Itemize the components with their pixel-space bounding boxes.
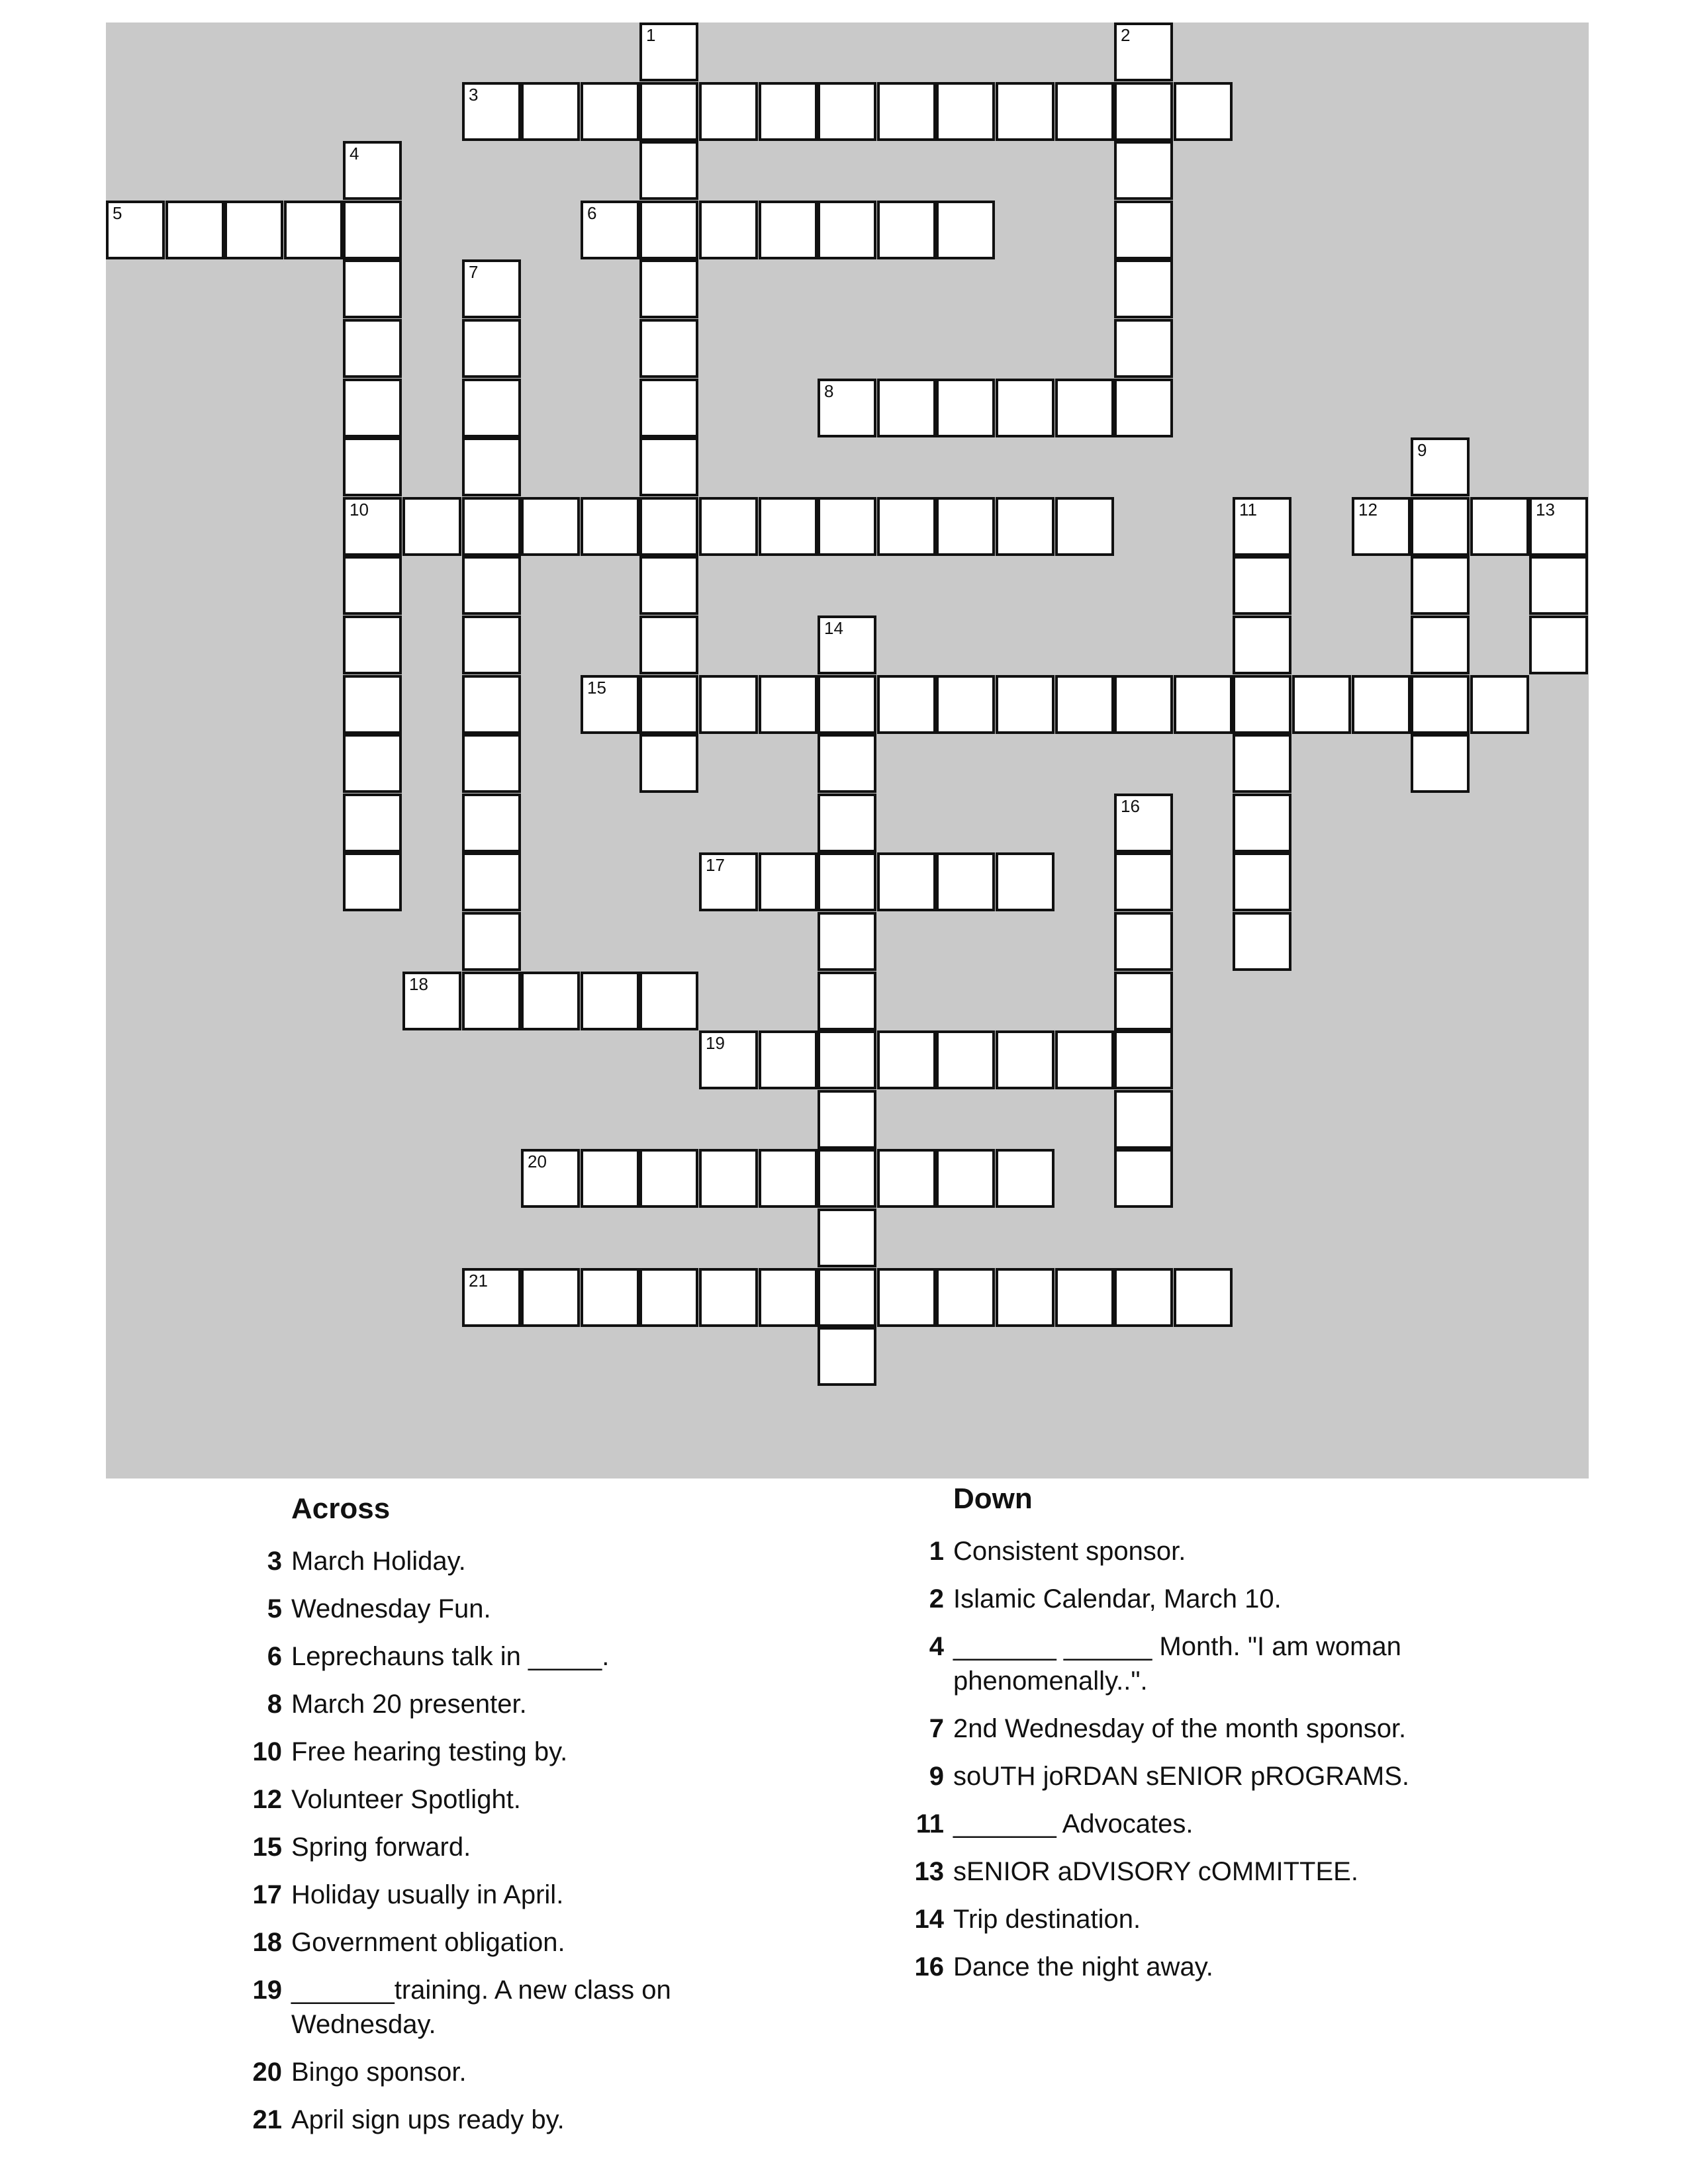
grid-cell[interactable] bbox=[521, 972, 580, 1030]
grid-cell[interactable] bbox=[759, 1030, 818, 1089]
cell-number: 20 bbox=[528, 1152, 547, 1171]
grid-cell[interactable] bbox=[818, 1208, 876, 1267]
down-clue bbox=[900, 1759, 1496, 1794]
grid-cell[interactable] bbox=[877, 379, 936, 437]
clue-text: Holiday usually in April. bbox=[291, 1880, 564, 1909]
across-clue bbox=[238, 1925, 741, 1960]
grid-cell[interactable] bbox=[639, 734, 698, 793]
grid-cell[interactable] bbox=[343, 379, 402, 437]
grid-cell[interactable] bbox=[1292, 675, 1351, 734]
grid-cell[interactable] bbox=[106, 201, 165, 259]
grid-cell[interactable] bbox=[462, 734, 521, 793]
grid-cell[interactable] bbox=[1114, 912, 1173, 971]
clue-number: 20 bbox=[252, 2058, 282, 2087]
grid-cell[interactable] bbox=[996, 1268, 1055, 1327]
grid-cell[interactable] bbox=[224, 201, 283, 259]
grid-cell[interactable] bbox=[699, 1268, 758, 1327]
grid-cell[interactable] bbox=[877, 1268, 936, 1327]
grid-cell[interactable] bbox=[1174, 1268, 1233, 1327]
grid-cell[interactable] bbox=[1055, 497, 1114, 556]
grid-cell[interactable] bbox=[462, 497, 521, 556]
clue-number: 19 bbox=[252, 1976, 282, 2005]
grid-cell[interactable] bbox=[699, 82, 758, 141]
grid-cell[interactable] bbox=[1114, 852, 1173, 911]
grid-cell[interactable] bbox=[759, 1149, 818, 1208]
grid-cell[interactable] bbox=[462, 259, 521, 318]
grid-cell[interactable] bbox=[818, 201, 876, 259]
down-clue bbox=[900, 1807, 1496, 1841]
grid-cell[interactable] bbox=[639, 1149, 698, 1208]
grid-cell[interactable] bbox=[343, 319, 402, 378]
grid-cell[interactable] bbox=[818, 794, 876, 852]
grid-cell[interactable] bbox=[343, 141, 402, 200]
grid-cell[interactable] bbox=[1055, 1268, 1114, 1327]
grid-cell[interactable] bbox=[1114, 319, 1173, 378]
grid-cell[interactable] bbox=[877, 675, 936, 734]
grid-cell[interactable] bbox=[462, 615, 521, 674]
grid-cell[interactable] bbox=[343, 437, 402, 496]
grid-cell[interactable] bbox=[818, 1149, 876, 1208]
grid-cell[interactable] bbox=[699, 1030, 758, 1089]
grid-cell[interactable] bbox=[343, 497, 402, 556]
grid-cell[interactable] bbox=[1352, 497, 1411, 556]
cell-number: 6 bbox=[587, 203, 597, 223]
grid-cell[interactable] bbox=[343, 734, 402, 793]
grid-cell[interactable] bbox=[936, 1030, 995, 1089]
grid-cell[interactable] bbox=[877, 497, 936, 556]
grid-cell[interactable] bbox=[818, 1030, 876, 1089]
clue-text: Spring forward. bbox=[291, 1833, 471, 1862]
grid-cell[interactable] bbox=[877, 201, 936, 259]
grid-cell[interactable] bbox=[1114, 1268, 1173, 1327]
grid-cell[interactable] bbox=[936, 201, 995, 259]
cell-number: 1 bbox=[646, 25, 656, 45]
clue-number: 10 bbox=[252, 1737, 282, 1766]
grid-cell[interactable] bbox=[521, 82, 580, 141]
grid-cell[interactable] bbox=[936, 82, 995, 141]
across-clue bbox=[238, 1639, 741, 1674]
grid-cell[interactable] bbox=[759, 852, 818, 911]
grid-cell[interactable] bbox=[639, 23, 698, 81]
down-clue bbox=[900, 1534, 1496, 1569]
clue-number: 1 bbox=[929, 1537, 944, 1566]
clue-text: March Holiday. bbox=[291, 1547, 466, 1576]
grid-cell[interactable] bbox=[1529, 556, 1588, 615]
grid-cell[interactable] bbox=[1233, 794, 1291, 852]
down-clue bbox=[900, 1854, 1496, 1889]
grid-cell[interactable] bbox=[759, 675, 818, 734]
grid-cell[interactable] bbox=[818, 82, 876, 141]
grid-cell[interactable] bbox=[343, 675, 402, 734]
grid-cell[interactable] bbox=[343, 556, 402, 615]
grid-cell[interactable] bbox=[1114, 794, 1173, 852]
grid-cell[interactable] bbox=[581, 1268, 639, 1327]
grid-cell[interactable] bbox=[639, 379, 698, 437]
grid-cell[interactable] bbox=[462, 379, 521, 437]
clue-text: Bingo sponsor. bbox=[291, 2058, 467, 2087]
grid-cell[interactable] bbox=[639, 972, 698, 1030]
grid-cell[interactable] bbox=[996, 379, 1055, 437]
grid-cell[interactable] bbox=[343, 852, 402, 911]
grid-cell[interactable] bbox=[1055, 379, 1114, 437]
grid-cell[interactable] bbox=[1114, 1149, 1173, 1208]
grid-cell[interactable] bbox=[996, 497, 1055, 556]
grid-cell[interactable] bbox=[521, 1149, 580, 1208]
cell-number: 7 bbox=[469, 262, 479, 282]
cell-number: 11 bbox=[1239, 500, 1257, 520]
grid-cell[interactable] bbox=[936, 1268, 995, 1327]
cell-number: 8 bbox=[824, 381, 834, 401]
grid-cell[interactable] bbox=[1174, 675, 1233, 734]
grid-cell[interactable] bbox=[1411, 734, 1470, 793]
grid-cell[interactable] bbox=[996, 1030, 1055, 1089]
grid-cell[interactable] bbox=[1114, 675, 1173, 734]
cell-number: 10 bbox=[350, 500, 369, 520]
grid-cell[interactable] bbox=[343, 201, 402, 259]
cell-number: 2 bbox=[1121, 25, 1131, 45]
cell-number: 3 bbox=[469, 85, 479, 105]
grid-cell[interactable] bbox=[581, 497, 639, 556]
grid-cell[interactable] bbox=[818, 615, 876, 674]
grid-cell[interactable] bbox=[1055, 1030, 1114, 1089]
grid-cell[interactable] bbox=[462, 675, 521, 734]
clue-text: Leprechauns talk in _____. bbox=[291, 1642, 610, 1671]
across-clue-list bbox=[238, 1544, 741, 2137]
grid-cell[interactable] bbox=[165, 201, 224, 259]
clue-text: _______training. A new class on Wednesday. bbox=[291, 1976, 671, 2039]
down-clue bbox=[900, 1711, 1496, 1746]
grid-cell[interactable] bbox=[581, 201, 639, 259]
clue-number: 8 bbox=[267, 1690, 282, 1719]
grid-cell[interactable] bbox=[699, 675, 758, 734]
grid-cell[interactable] bbox=[818, 1268, 876, 1327]
grid-cell[interactable] bbox=[699, 852, 758, 911]
across-clue bbox=[238, 1592, 741, 1626]
clue-number: 3 bbox=[267, 1547, 282, 1576]
clue-number: 11 bbox=[915, 1809, 944, 1839]
grid-cell[interactable] bbox=[877, 1149, 936, 1208]
clue-text: 2nd Wednesday of the month sponsor. bbox=[953, 1714, 1407, 1743]
grid-cell[interactable] bbox=[1352, 675, 1411, 734]
grid-cell[interactable] bbox=[1233, 734, 1291, 793]
grid-cell[interactable] bbox=[1233, 852, 1291, 911]
across-clue bbox=[238, 1735, 741, 1769]
down-clue-list bbox=[900, 1534, 1496, 1984]
grid-cell[interactable] bbox=[818, 734, 876, 793]
clue-text: Islamic Calendar, March 10. bbox=[953, 1584, 1282, 1614]
clue-number: 12 bbox=[252, 1785, 282, 1814]
clue-text: Trip destination. bbox=[953, 1905, 1141, 1934]
down-heading: Down bbox=[953, 1482, 1033, 1515]
grid-cell[interactable] bbox=[1055, 675, 1114, 734]
grid-cell[interactable] bbox=[521, 1268, 580, 1327]
grid-cell[interactable] bbox=[699, 201, 758, 259]
grid-cell[interactable] bbox=[639, 201, 698, 259]
grid-cell[interactable] bbox=[462, 794, 521, 852]
grid-cell[interactable] bbox=[818, 1090, 876, 1149]
across-clues bbox=[238, 1492, 741, 2150]
down-clues bbox=[900, 1482, 1496, 1997]
across-clue bbox=[238, 1782, 741, 1817]
across-clue bbox=[238, 1687, 741, 1721]
clue-number: 6 bbox=[267, 1642, 282, 1671]
clue-text: _______ ______ Month. "I am woman phenomenally..". bbox=[953, 1632, 1401, 1696]
grid-cell[interactable] bbox=[343, 794, 402, 852]
grid-cell[interactable] bbox=[1470, 675, 1529, 734]
grid-cell[interactable] bbox=[462, 437, 521, 496]
grid-cell[interactable] bbox=[581, 675, 639, 734]
grid-cell[interactable] bbox=[581, 1149, 639, 1208]
down-clue bbox=[900, 1582, 1496, 1616]
clue-text: March 20 presenter. bbox=[291, 1690, 527, 1719]
grid-cell[interactable] bbox=[581, 82, 639, 141]
cell-number: 9 bbox=[1417, 440, 1427, 460]
down-clue bbox=[900, 1629, 1496, 1698]
grid-cell[interactable] bbox=[1233, 556, 1291, 615]
grid-cell[interactable] bbox=[1114, 82, 1173, 141]
grid-cell[interactable] bbox=[996, 852, 1055, 911]
cell-number: 16 bbox=[1121, 796, 1140, 816]
clue-number: 17 bbox=[252, 1880, 282, 1909]
clue-text: _______ Advocates. bbox=[953, 1809, 1194, 1839]
clue-text: Government obligation. bbox=[291, 1928, 565, 1957]
grid-cell[interactable] bbox=[818, 675, 876, 734]
grid-cell[interactable] bbox=[1174, 82, 1233, 141]
grid-cell[interactable] bbox=[462, 852, 521, 911]
clue-text: Dance the night away. bbox=[953, 1952, 1213, 1981]
grid-cell[interactable] bbox=[1233, 497, 1291, 556]
across-heading: Across bbox=[291, 1492, 391, 1525]
grid-cell[interactable] bbox=[818, 497, 876, 556]
cell-number: 17 bbox=[706, 855, 725, 875]
grid-cell[interactable] bbox=[639, 141, 698, 200]
grid-cell[interactable] bbox=[639, 497, 698, 556]
grid-cell[interactable] bbox=[462, 319, 521, 378]
grid-cell[interactable] bbox=[1233, 912, 1291, 971]
grid-cell[interactable] bbox=[759, 201, 818, 259]
grid-cell[interactable] bbox=[639, 259, 698, 318]
grid-cell[interactable] bbox=[1411, 437, 1470, 496]
grid-cell[interactable] bbox=[639, 675, 698, 734]
grid-cell[interactable] bbox=[402, 497, 461, 556]
grid-cell[interactable] bbox=[1114, 972, 1173, 1030]
cell-number: 18 bbox=[409, 974, 428, 994]
grid-cell[interactable] bbox=[759, 82, 818, 141]
grid-cell[interactable] bbox=[1114, 259, 1173, 318]
clue-number: 2 bbox=[929, 1584, 944, 1614]
cell-number: 4 bbox=[350, 144, 359, 163]
grid-cell[interactable] bbox=[996, 1149, 1055, 1208]
crossword-grid bbox=[106, 23, 1589, 1479]
clue-number: 18 bbox=[252, 1928, 282, 1957]
grid-cell[interactable] bbox=[936, 852, 995, 911]
across-clue bbox=[238, 1878, 741, 1912]
grid-cell[interactable] bbox=[343, 615, 402, 674]
grid-cell[interactable] bbox=[639, 1268, 698, 1327]
clue-text: soUTH joRDAN sENIOR pROGRAMS. bbox=[953, 1762, 1409, 1791]
grid-cell[interactable] bbox=[1114, 23, 1173, 81]
cell-number: 12 bbox=[1358, 500, 1378, 520]
clue-number: 5 bbox=[267, 1594, 282, 1623]
clue-number: 4 bbox=[929, 1632, 944, 1661]
grid-cell[interactable] bbox=[1233, 675, 1291, 734]
grid-cell[interactable] bbox=[639, 319, 698, 378]
grid-cell[interactable] bbox=[877, 852, 936, 911]
clue-number: 16 bbox=[914, 1952, 944, 1981]
grid-cell[interactable] bbox=[581, 972, 639, 1030]
clue-text: Consistent sponsor. bbox=[953, 1537, 1186, 1566]
grid-cell[interactable] bbox=[1411, 675, 1470, 734]
grid-cell[interactable] bbox=[759, 497, 818, 556]
grid-cell[interactable] bbox=[462, 82, 521, 141]
grid-cell[interactable] bbox=[639, 556, 698, 615]
clue-number: 21 bbox=[252, 2105, 282, 2134]
grid-cell[interactable] bbox=[462, 972, 521, 1030]
clue-number: 14 bbox=[914, 1905, 944, 1934]
grid-cell[interactable] bbox=[462, 556, 521, 615]
grid-cell[interactable] bbox=[818, 972, 876, 1030]
grid-cell[interactable] bbox=[639, 82, 698, 141]
cell-number: 13 bbox=[1536, 500, 1555, 520]
grid-cell[interactable] bbox=[818, 379, 876, 437]
grid-cell[interactable] bbox=[1411, 556, 1470, 615]
grid-cell[interactable] bbox=[1529, 497, 1588, 556]
clue-text: Wednesday Fun. bbox=[291, 1594, 491, 1623]
grid-cell[interactable] bbox=[699, 1149, 758, 1208]
grid-cell[interactable] bbox=[521, 497, 580, 556]
grid-cell[interactable] bbox=[877, 82, 936, 141]
grid-cell[interactable] bbox=[996, 675, 1055, 734]
grid-cell[interactable] bbox=[699, 497, 758, 556]
grid-cell[interactable] bbox=[818, 852, 876, 911]
cell-number: 15 bbox=[587, 678, 606, 698]
clue-text: Free hearing testing by. bbox=[291, 1737, 568, 1766]
grid-cell[interactable] bbox=[1114, 141, 1173, 200]
cell-number: 14 bbox=[824, 618, 843, 638]
grid-cell[interactable] bbox=[1114, 1090, 1173, 1149]
grid-cell[interactable] bbox=[462, 912, 521, 971]
grid-cell[interactable] bbox=[639, 437, 698, 496]
grid-cell[interactable] bbox=[936, 497, 995, 556]
grid-cell[interactable] bbox=[462, 1268, 521, 1327]
clue-number: 9 bbox=[929, 1762, 944, 1791]
down-clue bbox=[900, 1950, 1496, 1984]
across-clue bbox=[238, 1973, 741, 2042]
grid-cell[interactable] bbox=[1470, 497, 1529, 556]
grid-cell[interactable] bbox=[639, 615, 698, 674]
grid-cell[interactable] bbox=[936, 675, 995, 734]
down-clue bbox=[900, 1902, 1496, 1936]
cell-number: 19 bbox=[706, 1033, 725, 1053]
clue-text: April sign ups ready by. bbox=[291, 2105, 565, 2134]
clue-number: 15 bbox=[252, 1833, 282, 1862]
grid-cell[interactable] bbox=[877, 1030, 936, 1089]
grid-cell[interactable] bbox=[343, 259, 402, 318]
grid-cell[interactable] bbox=[936, 1149, 995, 1208]
clue-text: sENIOR aDVISORY cOMMITTEE. bbox=[953, 1857, 1358, 1886]
across-clue bbox=[238, 2055, 741, 2089]
grid-cell[interactable] bbox=[402, 972, 461, 1030]
across-clue bbox=[238, 2103, 741, 2137]
grid-cell[interactable] bbox=[1114, 379, 1173, 437]
grid-cell[interactable] bbox=[1233, 615, 1291, 674]
grid-cell[interactable] bbox=[1411, 615, 1470, 674]
grid-cell[interactable] bbox=[818, 1327, 876, 1386]
across-clue bbox=[238, 1830, 741, 1864]
grid-cell[interactable] bbox=[1114, 1030, 1173, 1089]
clue-number: 13 bbox=[914, 1857, 944, 1886]
grid-cell[interactable] bbox=[818, 912, 876, 971]
grid-cell[interactable] bbox=[759, 1268, 818, 1327]
across-clue bbox=[238, 1544, 741, 1578]
cell-number: 5 bbox=[113, 203, 122, 223]
clue-number: 7 bbox=[929, 1714, 944, 1743]
grid-cell[interactable] bbox=[1411, 497, 1470, 556]
clue-text: Volunteer Spotlight. bbox=[291, 1785, 521, 1814]
grid-cell[interactable] bbox=[1529, 615, 1588, 674]
grid-cell[interactable] bbox=[284, 201, 343, 259]
grid-cell[interactable] bbox=[996, 82, 1055, 141]
grid-cell[interactable] bbox=[1055, 82, 1114, 141]
cell-number: 21 bbox=[469, 1271, 488, 1291]
grid-cell[interactable] bbox=[936, 379, 995, 437]
grid-cell[interactable] bbox=[1114, 201, 1173, 259]
